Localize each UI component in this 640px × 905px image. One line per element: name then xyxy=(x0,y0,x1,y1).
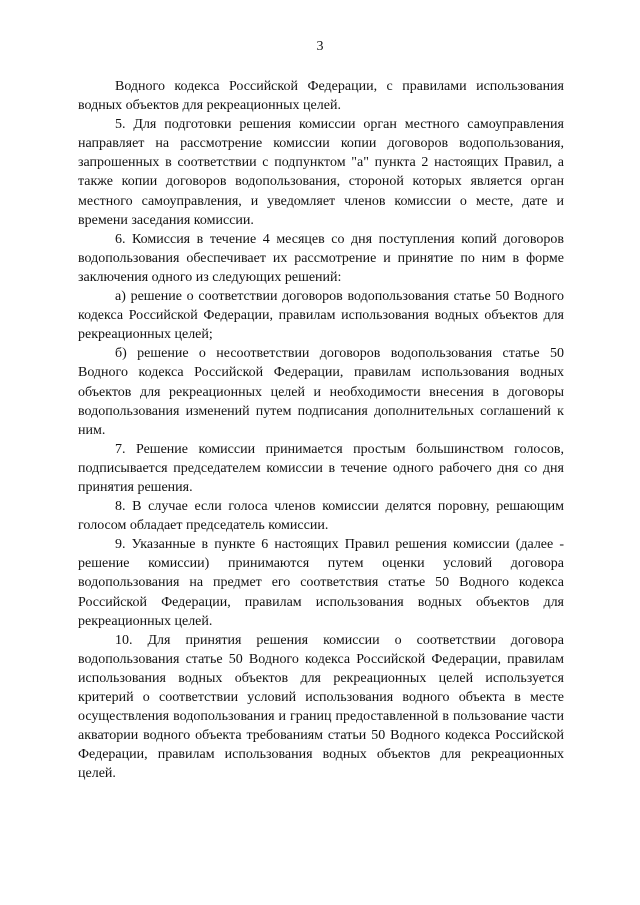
paragraph-item-10: 10. Для принятия решения комиссии о соответствии договора водопользования статье 50 Водного кодекса Российской Федерации, правилам использования водных объектов для рекреационных целей используется критерий о соответствии условий использования водного объекта в месте осуществления водопользования и границ предоставленной в пользование части акватории водного объекта требованиям статьи 50 Водного кодекса Российской Федерации, правилам использования водных объектов для рекреационных целей. xyxy=(78,632,564,782)
page-number: 3 xyxy=(316,39,324,54)
paragraph-subitem-a: а) решение о соответствии договоров водопользования статье 50 Водного кодекса Российской Федерации, правилам использования водных объектов для рекреационных целей; xyxy=(78,289,564,343)
document-body xyxy=(78,77,564,783)
paragraph-item-7: 7. Решение комиссии принимается простым большинством голосов, подписывается председателем комиссии в течение одного рабочего дня со дня принятия решения. xyxy=(78,441,564,495)
paragraph-item-5: 5. Для подготовки решения комиссии орган местного самоуправления направляет на рассмотрение комиссии копии договоров водопользования, запрошенных в соответствии с подпунктом "а" пункта 2 настоящих Правил, а также копии договоров водопользования, стороной которых является орган местного самоуправления, и уведомляет членов комиссии о месте, дате и времени заседания комиссии. xyxy=(78,117,564,228)
paragraph-item-8: 8. В случае если голоса членов комиссии делятся поровну, решающим голосом обладает председатель комиссии. xyxy=(78,499,564,534)
paragraph-item-9: 9. Указанные в пункте 6 настоящих Правил решения комиссии (далее - решение комиссии) принимаются путем оценки условий договора водопользования на предмет его соответствия статье 50 Водного кодекса Российской Федерации, правилам использования водных объектов для рекреационных целей. xyxy=(78,537,564,629)
paragraph-item-6: 6. Комиссия в течение 4 месяцев со дня поступления копий договоров водопользования обеспечивает их рассмотрение и принятие по ним в форме заключения одного из следующих решений: xyxy=(78,231,564,285)
paragraph-continuation: Водного кодекса Российской Федерации, с правилами использования водных объектов для рекреационных целей. xyxy=(78,79,564,114)
paragraph-subitem-b: б) решение о несоответствии договоров водопользования статье 50 Водного кодекса Российской Федерации, правилам использования водных объектов для рекреационных целей и необходимости внесения в договоры водопользования изменений путем подписания дополнительных соглашений к ним. xyxy=(78,346,564,438)
